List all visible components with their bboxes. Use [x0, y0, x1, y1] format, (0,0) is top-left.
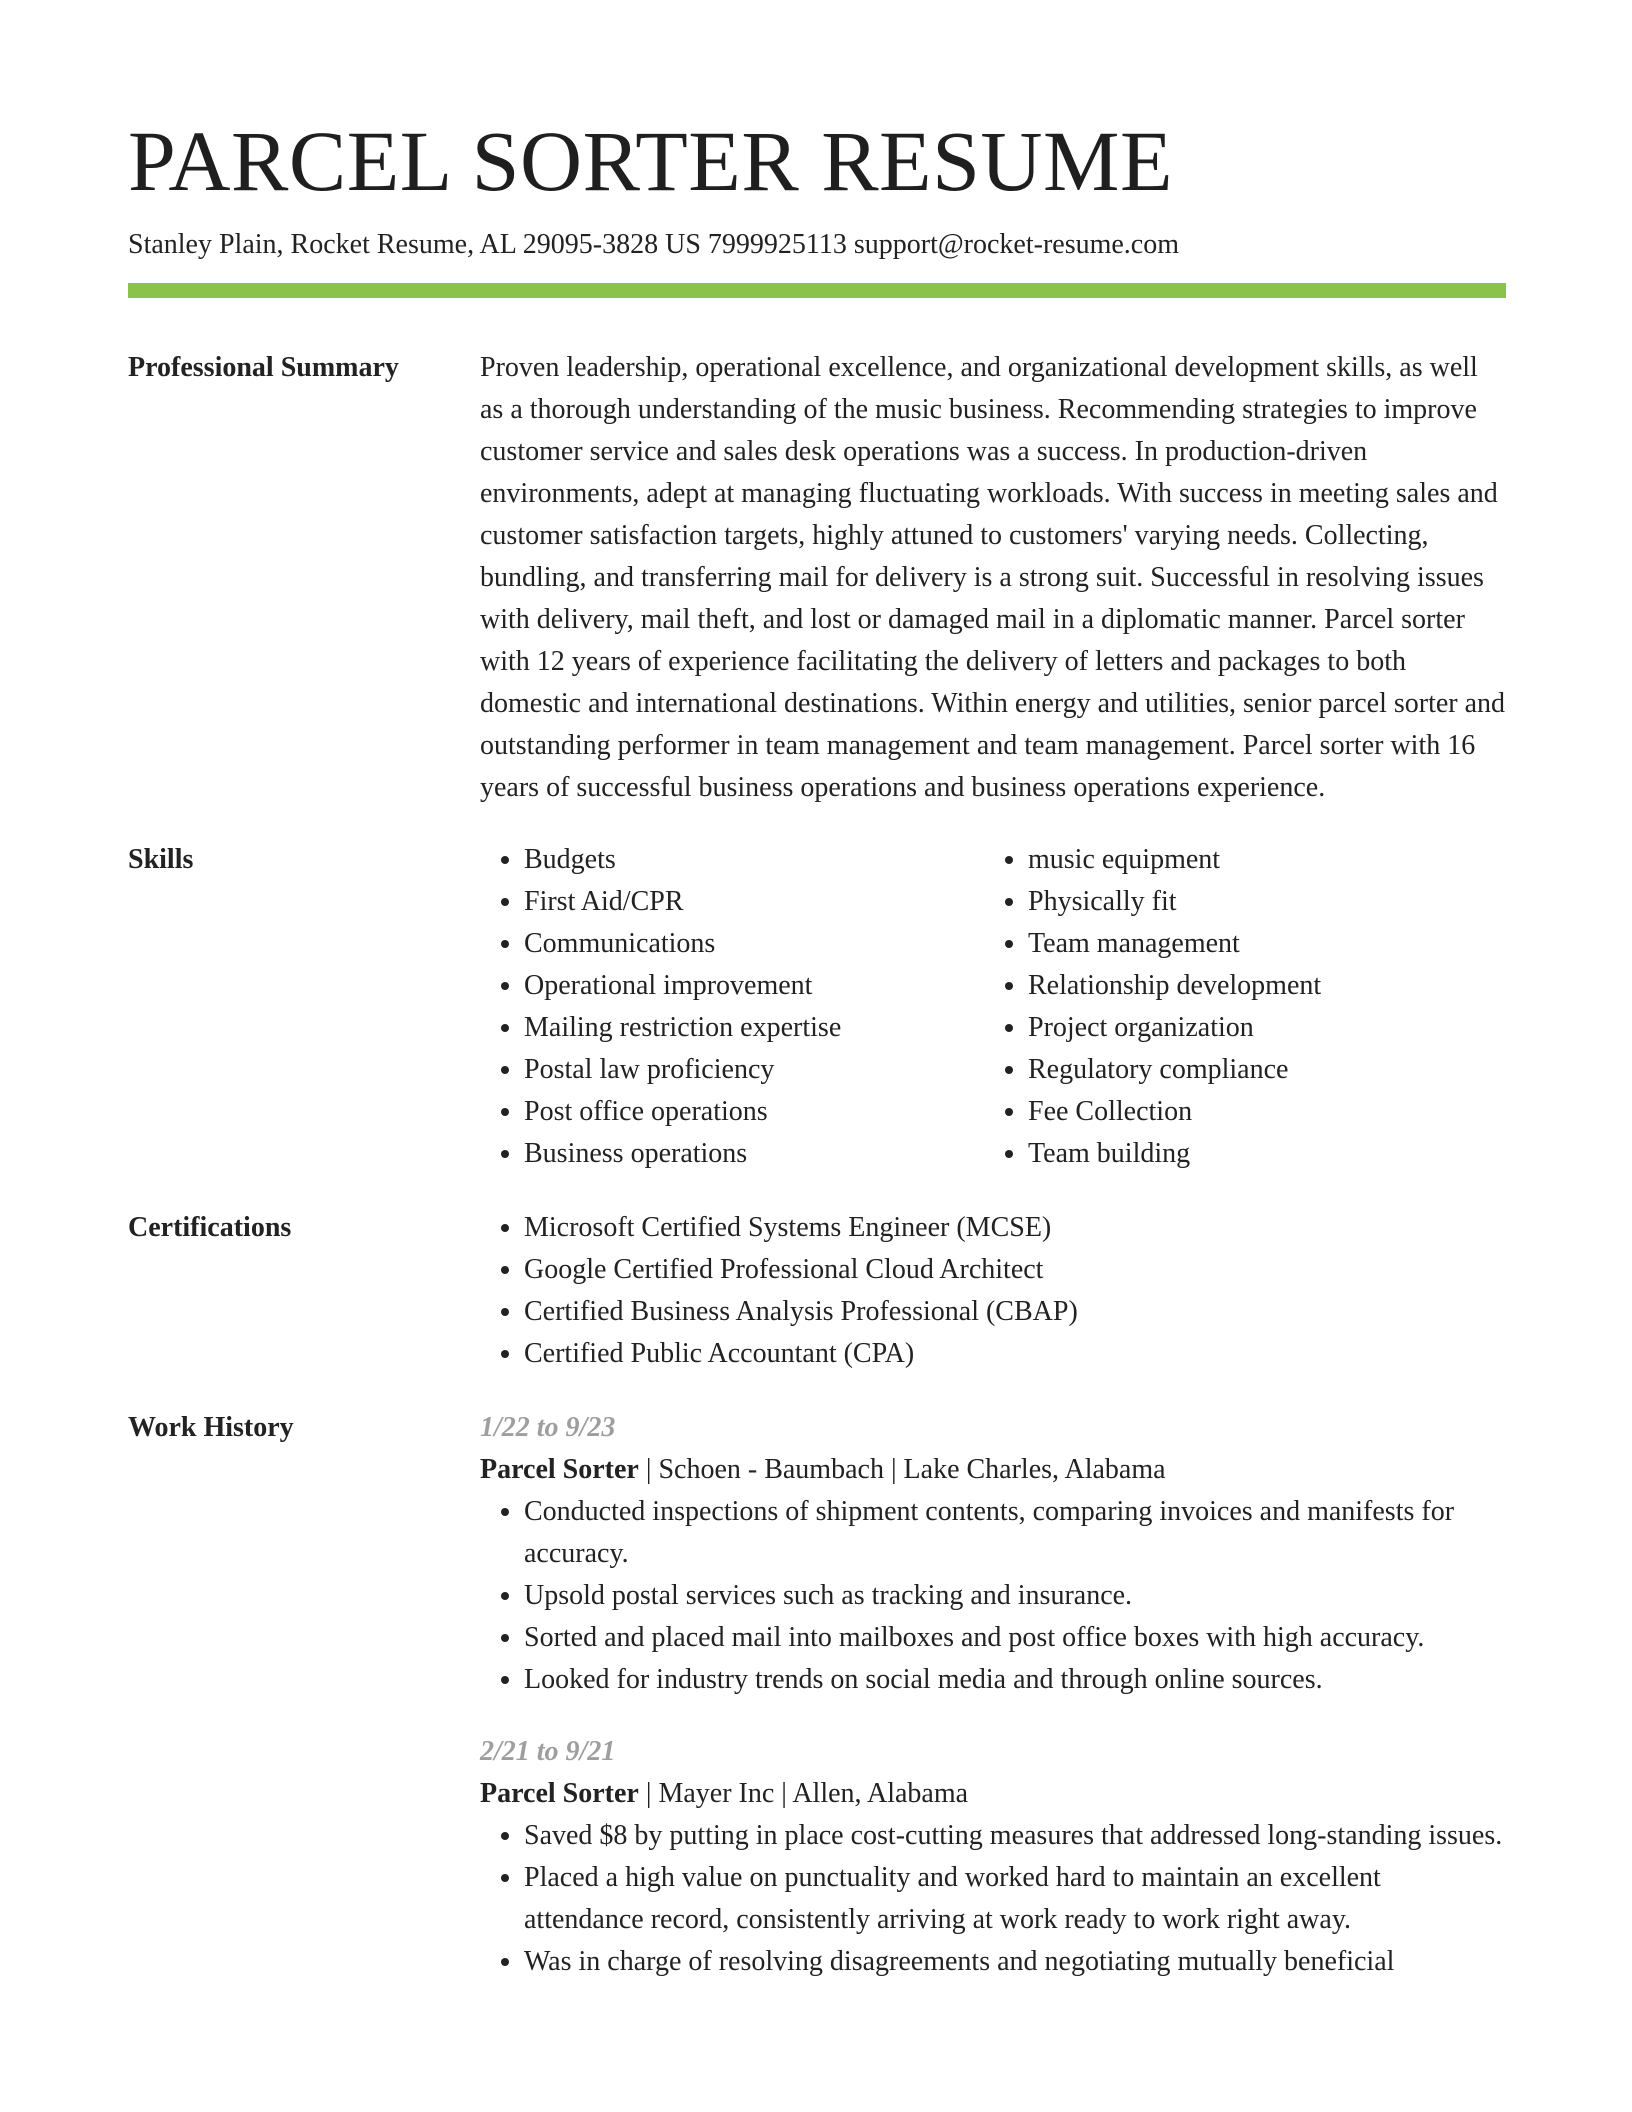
list-item: • Was in charge of resolving disagreements and negotiating mutually beneficial — [524, 1941, 1506, 1983]
list-item: • Certified Business Analysis Professional (CBAP) — [524, 1291, 1506, 1333]
list-item: • Communications — [524, 923, 984, 965]
job-bullets — [480, 1491, 1506, 1701]
skills-body — [480, 839, 1506, 1175]
list-item: • Physically fit — [1028, 881, 1488, 923]
list-item: • Google Certified Professional Cloud Architect — [524, 1249, 1506, 1291]
list-item: • Looked for industry trends on social media and through online sources. — [524, 1659, 1506, 1701]
job-details: | Mayer Inc | Allen, Alabama — [638, 1778, 969, 1809]
job-entry — [480, 1731, 1506, 1983]
list-item: • Microsoft Certified Systems Engineer (MCSE) — [524, 1207, 1506, 1249]
list-item: • Certified Public Accountant (CPA) — [524, 1333, 1506, 1375]
list-item: • Relationship development — [1028, 965, 1488, 1007]
accent-divider — [128, 283, 1506, 298]
list-item: • First Aid/CPR — [524, 881, 984, 923]
summary-text: Proven leadership, operational excellence, and organizational development skills, as well as a thorough understanding of the music business. Recommending strategies to improve customer service and sales desk operations was a success. In production-driven environments, adept at managing fluctuating workloads. With success in meeting sales and customer satisfaction targets, highly attuned to customers' varying needs. Collecting, bundling, and transferring mail for delivery is a strong suit. Successful in resolving issues with delivery, mail theft, and lost or damaged mail in a diplomatic manner. Parcel sorter with 12 years of experience facilitating the delivery of letters and packages to both domestic and international destinations. Within energy and utilities, senior parcel sorter and outstanding performer in team management and team management. Parcel sorter with 16 years of successful business operations and business operations experience. — [480, 352, 1506, 803]
certifications-body — [480, 1207, 1506, 1375]
section-label: Skills — [128, 844, 194, 875]
job-date: 1/22 to 9/23 — [480, 1412, 616, 1443]
list-item: • Team building — [1028, 1133, 1488, 1175]
job-date: 2/21 to 9/21 — [480, 1736, 616, 1767]
list-item: • Mailing restriction expertise — [524, 1007, 984, 1049]
list-item: • Saved $8 by putting in place cost-cutting measures that addressed long-standing issues. — [524, 1815, 1506, 1857]
skills-columns — [480, 839, 1506, 1175]
list-item: • Conducted inspections of shipment contents, comparing invoices and manifests for accuracy. — [524, 1491, 1506, 1575]
list-item: • Post office operations — [524, 1091, 984, 1133]
list-item: • Regulatory compliance — [1028, 1049, 1488, 1091]
list-item: • Operational improvement — [524, 965, 984, 1007]
skills-list-left — [480, 839, 984, 1175]
list-item: • Sorted and placed mail into mailboxes and post office boxes with high accuracy. — [524, 1617, 1506, 1659]
resume-title: PARCEL SORTER RESUME — [128, 113, 1174, 209]
list-item: • Business operations — [524, 1133, 984, 1175]
job-title: Parcel Sorter — [480, 1454, 639, 1485]
list-item: • music equipment — [1028, 839, 1488, 881]
certifications-section — [128, 1207, 1506, 1375]
professional-summary-section — [128, 347, 1506, 809]
job-heading — [480, 1773, 1506, 1815]
list-item: • Postal law proficiency — [524, 1049, 984, 1091]
job-title: Parcel Sorter — [480, 1778, 639, 1809]
work-history-section — [128, 1407, 1506, 2013]
skills-list-right — [984, 839, 1488, 1175]
list-item: • Project organization — [1028, 1007, 1488, 1049]
list-item: • Placed a high value on punctuality and worked hard to maintain an excellent attendance record, consistently arriving at work ready to work right away. — [524, 1857, 1506, 1941]
work-history-body — [480, 1407, 1506, 2013]
skills-column-left — [480, 839, 984, 1175]
resume-page — [128, 113, 1506, 2013]
certifications-list — [480, 1207, 1506, 1375]
section-label: Certifications — [128, 1212, 292, 1243]
list-item: • Upsold postal services such as tracking and insurance. — [524, 1575, 1506, 1617]
skills-section — [128, 839, 1506, 1175]
list-item: • Fee Collection — [1028, 1091, 1488, 1133]
job-entry — [480, 1407, 1506, 1701]
skills-column-right — [984, 839, 1488, 1175]
list-item: • Team management — [1028, 923, 1488, 965]
job-details: | Schoen - Baumbach | Lake Charles, Alabama — [638, 1454, 1166, 1485]
list-item: • Budgets — [524, 839, 984, 881]
job-heading — [480, 1449, 1506, 1491]
job-bullets — [480, 1815, 1506, 1983]
section-label: Professional Summary — [128, 352, 399, 383]
section-label: Work History — [128, 1412, 294, 1443]
contact-line: Stanley Plain, Rocket Resume, AL 29095-3828 US 7999925113 support@rocket-resume.com — [128, 229, 1180, 260]
